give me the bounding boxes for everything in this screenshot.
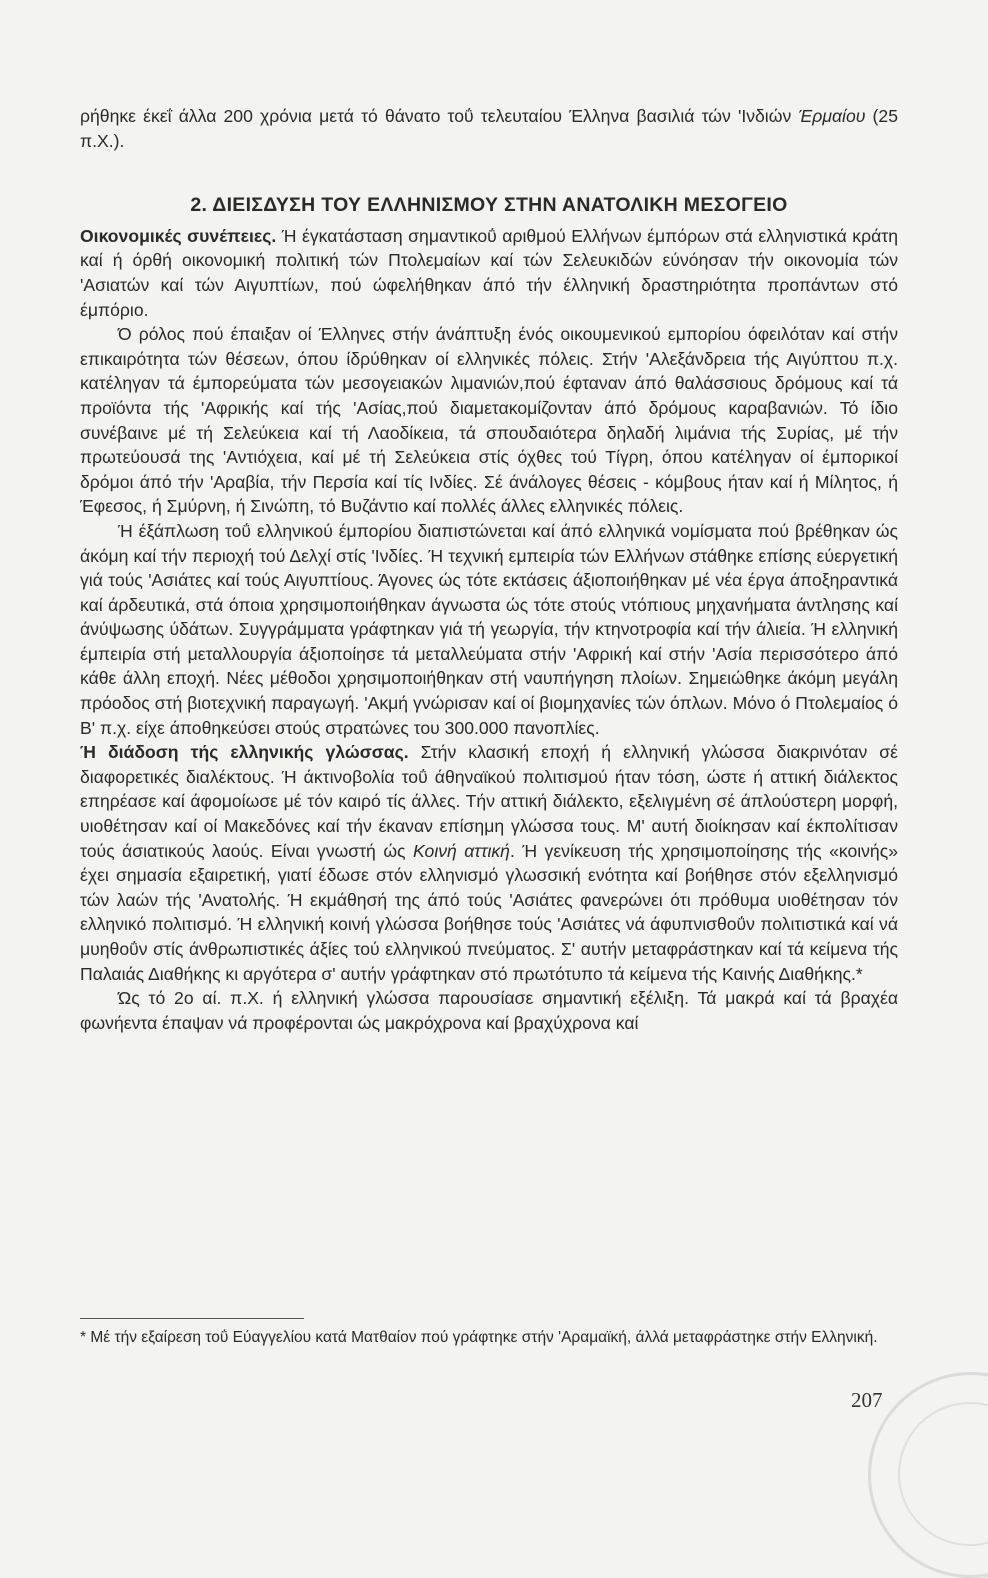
paragraph-evolution: Ώς τό 2ο αί. π.Χ. ή ελληνική γλώσσα παρουσίασε σημαντική εξέλιξη. Τά μακρά καί τά βραχέα φωνήεντα έπαψαν νά προφέρονται ώς μακρόχρονα καί βραχύχρονα καί	[80, 988, 898, 1033]
paragraph-text: ρήθηκε έκεΐ άλλα 200 χρόνια μετά τό θάνατο τοΰ τελευταίου Έλληνα βασιλιά τών 'Ινδιών	[80, 106, 799, 126]
paragraph-language	[80, 740, 898, 986]
text-column	[80, 104, 898, 1035]
italic-name: Έρμαίου	[798, 106, 866, 126]
section-heading: 2. ΔΙΕΙΣΔΥΣΗ ΤΟΥ ΕΛΛΗΝΙΣΜΟΥ ΣΤΗΝ ΑΝΑΤΟΛΙΚΗ ΜΕΣΟΓΕΙΟ	[190, 194, 788, 217]
paragraph-lead: Ή διάδοση τής ελληνικής γλώσσας.	[80, 742, 409, 763]
paragraph-text: Ή έγκατάσταση σημαντικοΰ αριθμού Ελλήνων έμπόρων στά ελληνιστικά κράτη καί ή όρθή οικονομική πολιτική τών Πτολεμαίων καί τών Σελευκιδών εύνόησαν τήν οικονομία τών 'Ασιατών καί τών Αιγυπτίων, πού ώφελήθηκαν άπό τήν έλληνική δραστηριότητα προπάντων στό έμπόριο.	[80, 225, 898, 320]
italic-term: Κοινή αττική	[413, 840, 510, 861]
paragraph-expansion: Ή έξάπλωση τοΰ ελληνικού έμπορίου διαπιστώνεται καί άπό ελληνικά νομίσματα πού βρέθηκαν ώς άκόμη καί τήν περιοχή τού Δελχί στίς 'Ινδίες. Ή τεχνική εμπειρία τών Ελλήνων στάθηκε επίσης εύεργετική γιά τούς 'Ασιάτες καί τούς Αιγυπτίους. Άγονες ώς τότε εκτάσεις άξιοποιήθηκαν μέ νέα έργα άποξηραντικά καί άρδευτικά, στά όποια χρησιμοποιήθηκαν άγνωστα ώς τότε στούς ντόπιους μηχανήματα άντλησης καί άνύψωσης ύδάτων. Συγγράμματα γράφτηκαν γιά τή γεωργία, τήν κτηνοτροφία καί τήν άλιεία. Ή ελληνική έμπειρία στή μεταλλουργία άξιοποίησε τά μεταλλεύματα στήν 'Αφρική καί στήν 'Ασία περισσότερο άπό κάθε άλλη εποχή. Νέες μέθοδοι χρησιμοποιήθηκαν στή ναυπήγηση πλοίων. Σημειώθηκε άκόμη μεγάλη πρόοδος στή βιοτεχνική παραγωγή. 'Ακμή γνώρισαν καί οί βιομηχανίες τών όπλων. Μόνο ό Πτολεμαίος ό Β' π.χ. είχε άποθηκεύσει στούς στρατώνες του 300.000 πανοπλίες.	[80, 520, 898, 738]
paragraph-continuation	[80, 104, 898, 153]
paragraph-economic	[80, 224, 898, 322]
paragraph-text: Στήν κλασική εποχή ή ελληνική γλώσσα διακρινόταν σέ διαφορετικές διαλέκτους. Ή άκτινοβολία τοΰ άθηναϊκού πολιτισμού ήταν τόση, ώστε ή αττική διάλεκτος επηρέασε καί άφομοίωσε μέ τόν καιρό τίς άλλες. Τήν αττική διάλεκτο, εξελιγμένη σέ άπλούστερη μορφή, υιοθέτησαν καί οί Μακεδόνες καί τήν έκαναν επίσημη γλώσσα τους. Μ' αυτή διοίκησαν καί έκπολίτισαν τούς άσιατικούς λαούς. Είναι γνωστή ώς	[80, 742, 898, 861]
footnote: * Μέ τήν εξαίρεση τοΰ Εύαγγελίου κατά Ματθαίον πού γράφτηκε στήν 'Αραμαϊκή, άλλά μεταφράστηκε στήν Ελληνική.	[80, 1329, 878, 1346]
paragraph-lead: Οικονομικές συνέπειες.	[80, 225, 277, 246]
page-number: 207	[851, 1388, 883, 1412]
paragraph-text: . Ή γενίκευση τής χρησιμοποίησης τής «κοινής» έχει σημασία εξαιρετική, γιατί έδωσε στόν ελληνισμό γλωσσική ενότητα καί βοήθησε στόν εξελληνισμό τών λαών τής 'Ανατολής. Ή εκμάθησή της άπό τούς 'Ασιάτες φανερώνει ότι πρόθυμα υιοθέτησαν τόν ελληνικό πολιτισμό. Ή ελληνική κοινή γλώσσα βοήθησε τούς 'Ασιάτες νά άφυπνισθοΰν πολιτιστικά καί νά μυηθοΰν στίς άνθρωπιστικές άξίες τού ελληνικού πνεύματος. Σ' αυτήν μεταφράστηκαν καί τά κείμενα τής Παλαιάς Διαθήκης κι αργότερα σ' αυτήν γράφτηκαν στό πρωτότυπο τά κείμενα τής Καινής Διαθήκης.*	[80, 840, 898, 984]
paragraph-text: (25 π.Χ.).	[80, 106, 898, 151]
footnote-divider	[80, 1318, 304, 1319]
paragraph-role: Ό ρόλος πού έπαιξαν οί Έλληνες στήν άνάπτυξη ένός οικουμενικού εμπορίου όφειλόταν καί στήν επικαιρότητα τών θέσεων, όπου ίδρύθηκαν οί ελληνικές πόλεις. Στήν 'Αλεξάνδρεια τής Αιγύπτου π.χ. κατέληγαν τά έμπορεύματα τών μεσογειακών λιμανιών,πού έφταναν άπό θαλάσσιους δρόμους καί τά προϊόντα τής 'Αφρικής καί τής 'Ασίας,πού διαμετακομίζονταν άπό δρόμους καραβανιών. Τό ίδιο συνέβαινε μέ τή Σελεύκεια καί τή Λαοδίκεια, τά σπουδαιότερα δηλαδή λιμάνια τής Συρίας, μέ τήν πρωτεύουσά της 'Αντιόχεια, καί μέ τή Σελεύκεια στίς όχθες τού Τίγρη, όπου κατέληγαν οί έμπορικοί δρόμοι άπό τήν 'Αραβία, τήν Περσία καί τίς Ινδίες. Σέ άνάλογες θέσεις - κόμβους ήταν καί ή Μίλητος, ή Έφεσος, ή Σμύρνη, ή Σινώπη, τό Βυζάντιο καί πολλές άλλες ελληνικές πόλεις.	[80, 324, 898, 517]
